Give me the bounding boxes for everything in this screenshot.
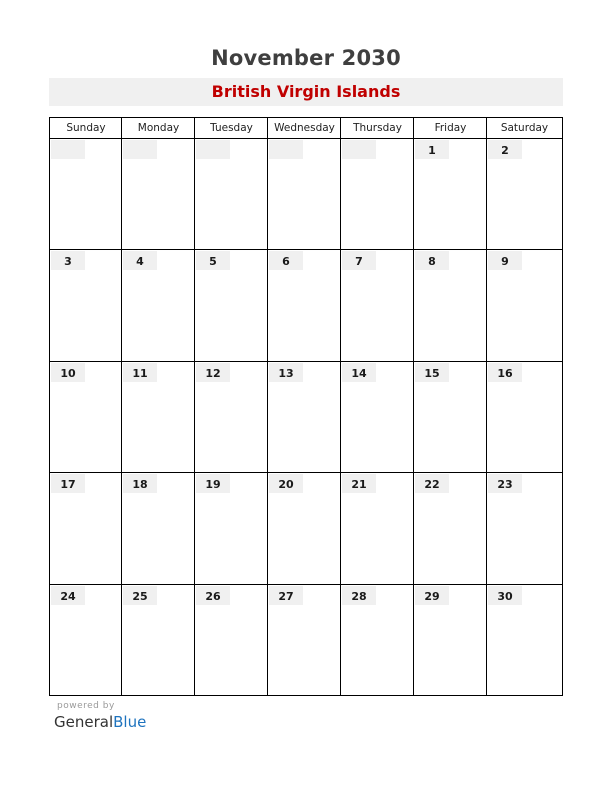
day-cell[interactable] <box>122 585 195 696</box>
day-cell[interactable] <box>268 250 341 360</box>
column-divider <box>486 585 487 696</box>
column-divider <box>340 139 341 249</box>
day-cell[interactable] <box>414 473 487 583</box>
weekday-header-row <box>50 118 562 139</box>
day-number-box <box>123 586 157 605</box>
day-number: 12 <box>205 366 221 380</box>
column-divider <box>121 473 122 583</box>
column-divider <box>267 473 268 583</box>
empty-day-cell <box>341 139 414 249</box>
week-row <box>50 585 562 696</box>
column-divider <box>340 473 341 583</box>
column-divider <box>121 362 122 472</box>
week-row <box>50 139 562 250</box>
brand-general: General <box>54 713 114 731</box>
day-number-box <box>342 140 376 159</box>
day-cell[interactable] <box>195 473 268 583</box>
day-number: 1 <box>428 144 436 157</box>
week-row <box>50 362 562 473</box>
day-cell[interactable] <box>414 139 487 249</box>
column-divider <box>413 362 414 472</box>
day-number: 22 <box>424 478 440 492</box>
day-number: 26 <box>205 589 221 603</box>
day-number: 3 <box>64 255 72 269</box>
column-divider <box>340 118 341 138</box>
column-divider <box>486 139 487 249</box>
column-divider <box>194 473 195 583</box>
day-number: 25 <box>132 589 148 603</box>
column-divider <box>340 250 341 360</box>
day-number: 11 <box>132 366 148 380</box>
day-number: 7 <box>355 255 363 269</box>
day-number-box <box>51 474 85 493</box>
region-banner <box>49 78 563 106</box>
day-cell[interactable] <box>50 362 122 472</box>
calendar-grid <box>49 117 563 696</box>
day-number-box <box>196 251 230 270</box>
day-number-box <box>269 251 303 270</box>
column-divider <box>121 139 122 249</box>
day-number-box <box>415 140 449 159</box>
day-cell[interactable] <box>414 362 487 472</box>
day-number: 21 <box>351 478 367 492</box>
day-number: 29 <box>424 589 440 603</box>
day-number-box <box>342 363 376 382</box>
weekday-friday: Friday <box>434 122 467 134</box>
day-number: 28 <box>351 589 367 603</box>
day-cell[interactable] <box>268 362 341 472</box>
column-divider <box>486 118 487 138</box>
day-cell[interactable] <box>414 585 487 696</box>
column-divider <box>121 250 122 360</box>
day-number-box <box>488 363 522 382</box>
empty-day-cell <box>50 139 122 249</box>
day-number-box <box>123 474 157 493</box>
day-number: 5 <box>209 255 217 269</box>
day-number: 13 <box>278 366 294 380</box>
day-cell[interactable] <box>50 250 122 360</box>
column-divider <box>486 473 487 583</box>
day-cell[interactable] <box>487 585 562 696</box>
day-number: 30 <box>497 589 513 603</box>
day-number: 18 <box>132 478 148 492</box>
day-cell[interactable] <box>50 585 122 696</box>
day-cell[interactable] <box>195 250 268 360</box>
day-number-box <box>51 251 85 270</box>
day-cell[interactable] <box>195 362 268 472</box>
day-number-box <box>342 586 376 605</box>
column-divider <box>267 362 268 472</box>
weekday-thursday: Thursday <box>353 122 402 134</box>
day-cell[interactable] <box>50 473 122 583</box>
day-cell[interactable] <box>268 585 341 696</box>
column-divider <box>413 250 414 360</box>
week-row <box>50 250 562 361</box>
column-divider <box>267 139 268 249</box>
column-divider <box>486 362 487 472</box>
empty-day-cell <box>195 139 268 249</box>
column-divider <box>121 585 122 696</box>
day-number-box <box>415 363 449 382</box>
day-number: 27 <box>278 589 294 603</box>
weekday-sunday: Sunday <box>66 122 106 134</box>
day-cell[interactable] <box>122 473 195 583</box>
day-number: 23 <box>497 478 513 492</box>
column-divider <box>194 362 195 472</box>
day-cell[interactable] <box>341 250 414 360</box>
region-name: British Virgin Islands <box>211 82 401 101</box>
weekday-wednesday: Wednesday <box>274 122 335 134</box>
weekday-tuesday: Tuesday <box>210 122 253 134</box>
day-number-box <box>196 140 230 159</box>
empty-day-cell <box>122 139 195 249</box>
week-row <box>50 473 562 584</box>
day-cell[interactable] <box>122 362 195 472</box>
powered-by-label: powered by <box>57 701 115 711</box>
day-number: 8 <box>428 255 436 269</box>
day-number-box <box>415 251 449 270</box>
column-divider <box>413 585 414 696</box>
day-cell[interactable] <box>341 473 414 583</box>
column-divider <box>194 118 195 138</box>
weekday-monday: Monday <box>137 122 180 134</box>
day-number: 10 <box>60 366 76 380</box>
day-number-box <box>415 586 449 605</box>
day-number-box <box>342 251 376 270</box>
day-number-box <box>196 474 230 493</box>
day-cell[interactable] <box>341 362 414 472</box>
day-number: 6 <box>282 255 290 269</box>
column-divider <box>413 139 414 249</box>
day-number-box <box>488 251 522 270</box>
day-cell[interactable] <box>268 473 341 583</box>
day-cell[interactable] <box>487 473 562 583</box>
day-number: 20 <box>278 478 294 492</box>
column-divider <box>194 250 195 360</box>
day-number-box <box>123 251 157 270</box>
day-number-box <box>269 363 303 382</box>
day-number-box <box>269 140 303 159</box>
day-number: 9 <box>501 255 509 269</box>
day-number-box <box>196 586 230 605</box>
column-divider <box>340 585 341 696</box>
day-cell[interactable] <box>195 585 268 696</box>
day-number-box <box>488 586 522 605</box>
day-number: 14 <box>351 366 367 380</box>
day-number-box <box>123 140 157 159</box>
weekday-saturday: Saturday <box>500 122 549 134</box>
column-divider <box>121 118 122 138</box>
day-cell[interactable] <box>487 139 562 249</box>
day-number-box <box>488 474 522 493</box>
day-cell[interactable] <box>414 250 487 360</box>
day-number-box <box>123 363 157 382</box>
day-cell[interactable] <box>341 585 414 696</box>
column-divider <box>267 118 268 138</box>
column-divider <box>194 585 195 696</box>
day-number-box <box>51 363 85 382</box>
day-cell[interactable] <box>122 250 195 360</box>
day-number: 17 <box>60 478 76 492</box>
empty-day-cell <box>268 139 341 249</box>
column-divider <box>267 585 268 696</box>
day-cell[interactable] <box>487 250 562 360</box>
day-number: 15 <box>424 366 440 380</box>
column-divider <box>486 250 487 360</box>
column-divider <box>413 473 414 583</box>
day-number-box <box>196 363 230 382</box>
page-title: November 2030 <box>211 46 401 70</box>
generalblue-logo[interactable] <box>54 713 146 731</box>
day-number-box <box>51 140 85 159</box>
day-number-box <box>269 586 303 605</box>
day-number: 24 <box>60 589 76 603</box>
column-divider <box>194 139 195 249</box>
day-cell[interactable] <box>487 362 562 472</box>
day-number-box <box>269 474 303 493</box>
column-divider <box>340 362 341 472</box>
day-number: 19 <box>205 478 221 492</box>
day-number: 2 <box>501 144 509 157</box>
day-number: 4 <box>136 255 144 269</box>
day-number-box <box>51 586 85 605</box>
column-divider <box>267 250 268 360</box>
day-number-box <box>488 140 522 159</box>
day-number-box <box>342 474 376 493</box>
column-divider <box>413 118 414 138</box>
day-number: 16 <box>497 366 513 380</box>
brand-blue: Blue <box>113 713 147 731</box>
day-number-box <box>415 474 449 493</box>
